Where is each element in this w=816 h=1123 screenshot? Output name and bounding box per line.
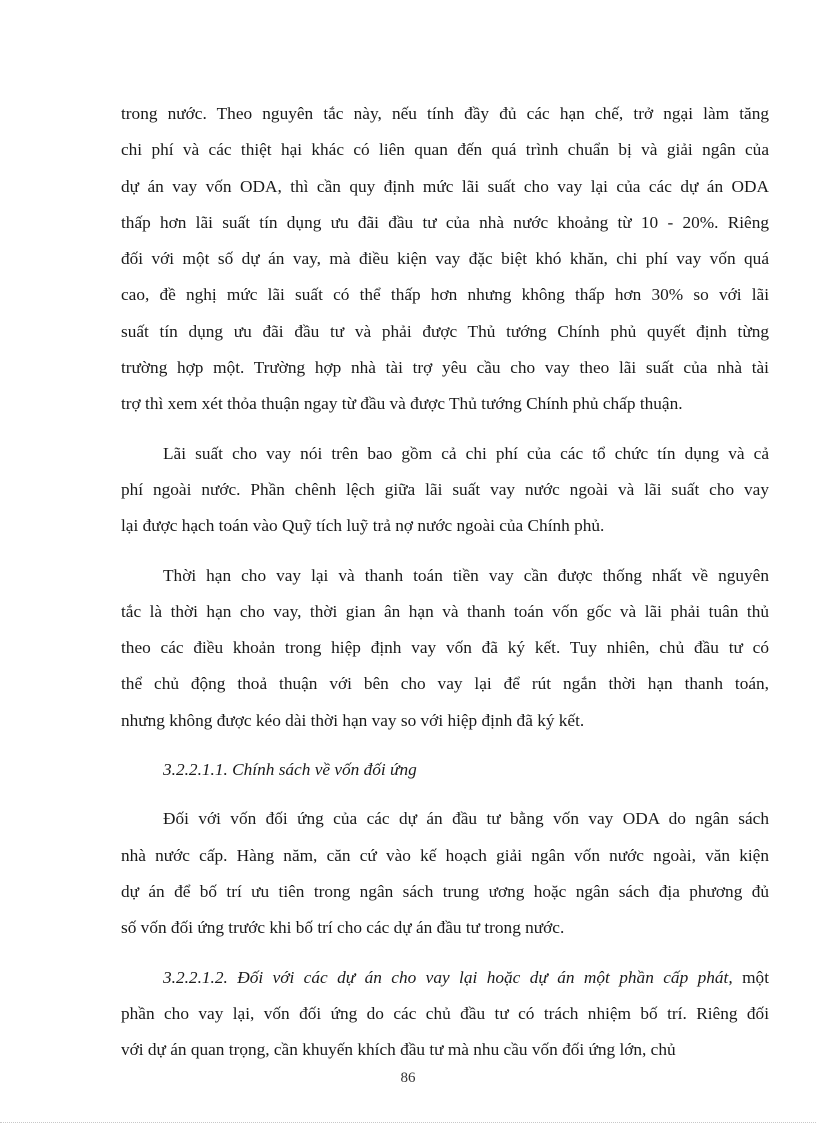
paragraph-line: nhưng không được kéo dài thời hạn vay so với hiệp định đã ký kết. [121, 710, 585, 730]
paragraph-4 [121, 801, 769, 946]
paragraph-line: dự án vay vốn ODA, thì cần quy định mức lãi suất cho vay lại của các dự án ODA [121, 176, 769, 196]
inline-section-heading: 3.2.2.1.2. Đối với các dự án cho vay lại hoặc dự án một phần cấp phát, [163, 967, 733, 987]
paragraph-1 [121, 96, 769, 423]
paragraph-line: Lãi suất cho vay nói trên bao gồm cả chi phí của các tổ chức tín dụng và cả [163, 443, 769, 463]
paragraph-line: lại được hạch toán vào Quỹ tích luỹ trả nợ nước ngoài của Chính phủ. [121, 516, 605, 536]
paragraph-line: dự án để bố trí ưu tiên trong ngân sách trung ương hoặc ngân sách địa phương đủ [121, 881, 769, 901]
paragraph-line: trong nước. Theo nguyên tắc này, nếu tính đầy đủ các hạn chế, trở ngại làm tăng [121, 104, 769, 123]
paragraph-line: thấp hơn lãi suất tín dụng ưu đãi đầu tư của nhà nước khoảng từ 10 - 20%. Riêng [121, 212, 769, 232]
paragraph-line: phí ngoài nước. Phần chênh lệch giữa lãi suất vay nước ngoài và lãi suất cho vay [121, 479, 769, 499]
paragraph-line: Thời hạn cho vay lại và thanh toán tiền vay cần được thống nhất về nguyên [163, 565, 769, 585]
paragraph-line: chi phí và các thiệt hại khác có liên quan đến quá trình chuẩn bị và giải ngân của [121, 140, 769, 160]
paragraph-5 [121, 960, 769, 1069]
paragraph-line: Đối với vốn đối ứng của các dự án đầu tư bằng vốn vay ODA do ngân sách [163, 809, 769, 829]
paragraph-line-with-heading [121, 960, 769, 996]
paragraph-line: số vốn đối ứng trước khi bố trí cho các dự án đầu tư trong nước. [121, 918, 565, 938]
page-number: 86 [400, 1070, 416, 1086]
section-heading: 3.2.2.1.1. Chính sách về vốn đối ứng [163, 760, 417, 780]
paragraph-line: trợ thì xem xét thỏa thuận ngay từ đầu và được Thủ tướng Chính phủ chấp thuận. [121, 394, 683, 414]
paragraph-line: đối với một số dự án vay, mà điều kiện vay đặc biệt khó khăn, chi phí vay vốn quá [121, 249, 769, 269]
paragraph-line: theo các điều khoản trong hiệp định vay vốn đã ký kết. Tuy nhiên, chủ đầu tư có [121, 638, 769, 658]
paragraph-line: suất tín dụng ưu đãi đầu tư và phải được Thủ tướng Chính phủ quyết định từng [121, 321, 769, 341]
document-body [121, 96, 769, 1081]
paragraph-line: với dự án quan trọng, cần khuyến khích đầu tư mà nhu cầu vốn đối ứng lớn, chủ [121, 1040, 676, 1060]
paragraph-2 [121, 436, 769, 545]
paragraph-line: nhà nước cấp. Hàng năm, căn cứ vào kế hoạch giải ngân vốn nước ngoài, văn kiện [121, 845, 769, 865]
paragraph-3 [121, 558, 769, 739]
paragraph-line: trường hợp một. Trường hợp nhà tài trợ yêu cầu cho vay theo lãi suất của nhà tài [121, 358, 769, 378]
paragraph-line: phần cho vay lại, vốn đối ứng do các chủ đầu tư có trách nhiệm bố trí. Riêng đối [121, 1003, 769, 1023]
inline-text: một [732, 967, 769, 987]
paragraph-line: cao, đề nghị mức lãi suất có thể thấp hơn nhưng không thấp hơn 30% so với lãi [121, 285, 769, 305]
paragraph-line: thể chủ động thoả thuận với bên cho vay lại để rút ngắn thời hạn thanh toán, [121, 674, 769, 694]
paragraph-line: tắc là thời hạn cho vay, thời gian ân hạn và thanh toán vốn gốc và lãi phải tuân thủ [121, 601, 769, 621]
